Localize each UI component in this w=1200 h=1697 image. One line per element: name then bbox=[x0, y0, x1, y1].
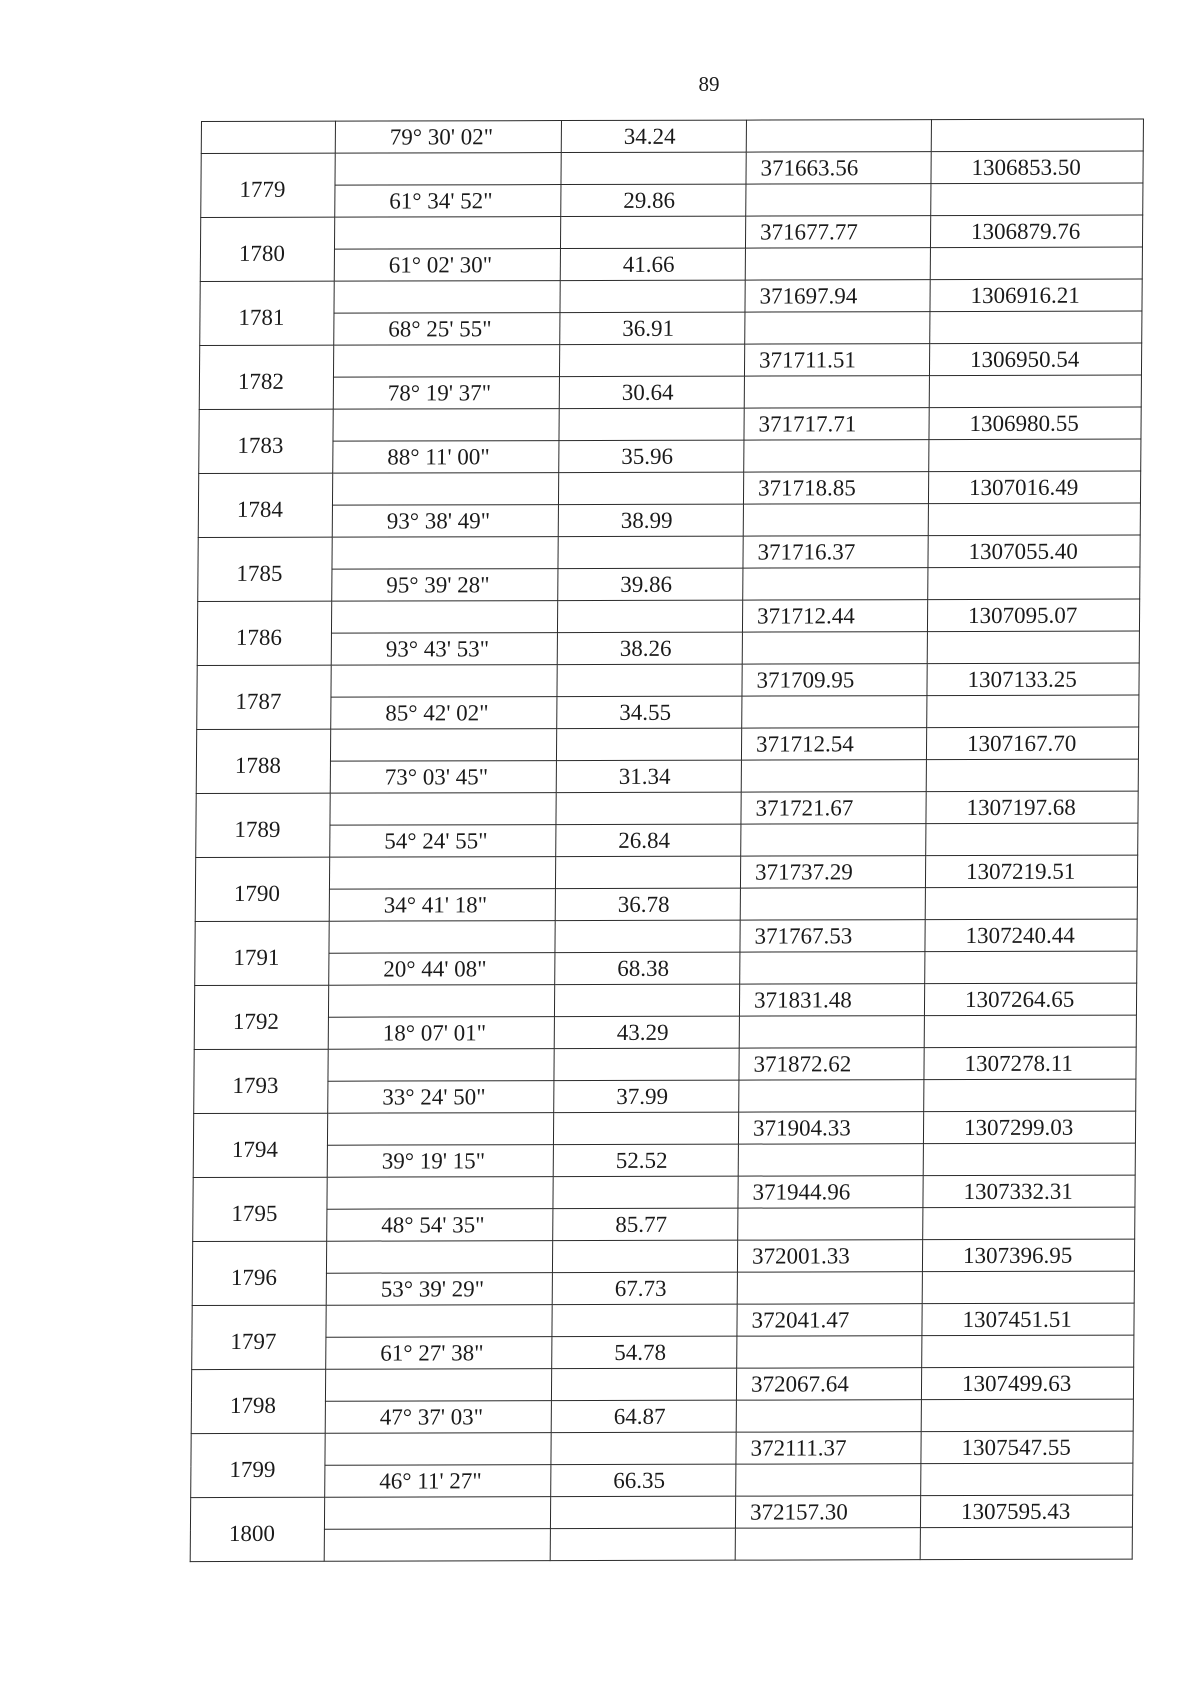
northing-spacer bbox=[737, 1272, 922, 1304]
distance-cell: 37.99 bbox=[554, 1080, 739, 1112]
bearing-spacer bbox=[331, 665, 557, 698]
bearing-cell: 93° 38' 49" bbox=[332, 505, 558, 538]
distance-spacer bbox=[554, 1048, 739, 1080]
station-id: 1799 bbox=[191, 1433, 325, 1497]
easting-spacer bbox=[927, 631, 1139, 664]
easting-spacer bbox=[929, 439, 1141, 472]
station-coordinate-row bbox=[198, 535, 1140, 569]
distance-cell: 38.26 bbox=[557, 632, 742, 664]
easting-value: 1307167.70 bbox=[926, 727, 1138, 760]
northing-value: 372041.47 bbox=[737, 1304, 922, 1336]
distance-cell: 54.78 bbox=[552, 1336, 737, 1368]
bearing-cell: 61° 34' 52" bbox=[335, 185, 561, 218]
traverse-leg-row bbox=[193, 1143, 1135, 1177]
traverse-leg-row bbox=[196, 759, 1138, 793]
easting-spacer bbox=[931, 119, 1143, 152]
northing-value: 371944.96 bbox=[738, 1176, 923, 1208]
bearing-spacer bbox=[329, 857, 555, 890]
traverse-table-body bbox=[190, 119, 1143, 1562]
first-leg-row bbox=[201, 119, 1143, 153]
station-coordinate-row bbox=[192, 1303, 1134, 1337]
bearing-spacer bbox=[326, 1241, 552, 1274]
station-id: 1782 bbox=[199, 345, 333, 409]
northing-spacer bbox=[739, 1016, 924, 1048]
easting-value: 1307396.95 bbox=[922, 1239, 1134, 1272]
distance-spacer bbox=[553, 1176, 738, 1208]
bearing-cell: 20° 44' 08" bbox=[329, 953, 555, 986]
easting-spacer bbox=[928, 503, 1140, 536]
bearing-cell bbox=[324, 1529, 550, 1562]
traverse-leg-row bbox=[192, 1271, 1134, 1305]
northing-spacer bbox=[746, 184, 931, 216]
easting-spacer bbox=[922, 1271, 1134, 1304]
distance-cell: 64.87 bbox=[551, 1400, 736, 1432]
bearing-cell: 47° 37' 03" bbox=[325, 1401, 551, 1434]
bearing-cell: 18° 07' 01" bbox=[328, 1017, 554, 1050]
easting-value: 1306879.76 bbox=[930, 215, 1142, 248]
northing-value: 371721.67 bbox=[741, 792, 926, 824]
station-coordinate-row bbox=[190, 1495, 1132, 1529]
northing-value: 372157.30 bbox=[735, 1496, 920, 1528]
station-coordinate-row bbox=[194, 1047, 1136, 1081]
bearing-spacer bbox=[327, 1113, 553, 1146]
bearing-spacer bbox=[326, 1305, 552, 1338]
easting-spacer bbox=[922, 1335, 1134, 1368]
station-coordinate-row bbox=[197, 663, 1139, 697]
distance-spacer bbox=[551, 1432, 736, 1464]
distance-cell: 34.55 bbox=[557, 696, 742, 728]
easting-value: 1306916.21 bbox=[930, 279, 1142, 312]
bearing-spacer bbox=[325, 1433, 551, 1466]
easting-value: 1307240.44 bbox=[925, 919, 1137, 952]
station-id: 1785 bbox=[198, 537, 332, 601]
distance-cell: 30.64 bbox=[559, 376, 744, 408]
easting-spacer bbox=[921, 1399, 1133, 1432]
northing-value: 371904.33 bbox=[738, 1112, 923, 1144]
traverse-leg-row bbox=[200, 247, 1142, 281]
station-coordinate-row bbox=[194, 983, 1136, 1017]
station-id: 1790 bbox=[195, 857, 329, 921]
northing-value: 371677.77 bbox=[745, 216, 930, 248]
distance-spacer bbox=[551, 1368, 736, 1400]
station-coordinate-row bbox=[201, 151, 1143, 185]
northing-spacer bbox=[741, 760, 926, 792]
traverse-leg-row bbox=[197, 695, 1139, 729]
northing-value: 371718.85 bbox=[743, 472, 928, 504]
bearing-cell: 46° 11' 27" bbox=[325, 1465, 551, 1498]
easting-value: 1307016.49 bbox=[928, 471, 1140, 504]
bearing-spacer bbox=[327, 1177, 553, 1210]
easting-spacer bbox=[925, 951, 1137, 984]
traverse-leg-row bbox=[194, 1079, 1136, 1113]
bearing-spacer bbox=[328, 985, 554, 1018]
distance-spacer bbox=[550, 1496, 735, 1528]
northing-value: 371716.37 bbox=[743, 536, 928, 568]
bearing-cell: 48° 54' 35" bbox=[327, 1209, 553, 1242]
bearing-cell: 79° 30' 02" bbox=[335, 121, 561, 154]
easting-value: 1307055.40 bbox=[928, 535, 1140, 568]
distance-spacer bbox=[556, 792, 741, 824]
station-id: 1789 bbox=[196, 793, 330, 857]
station-id: 1795 bbox=[193, 1177, 327, 1241]
bearing-cell: 61° 27' 38" bbox=[326, 1337, 552, 1370]
station-id: 1787 bbox=[197, 665, 331, 729]
station-id: 1783 bbox=[199, 409, 333, 473]
distance-cell: 85.77 bbox=[553, 1208, 738, 1240]
bearing-spacer bbox=[335, 153, 561, 186]
station-id: 1796 bbox=[192, 1241, 326, 1305]
bearing-cell: 88° 11' 00" bbox=[333, 441, 559, 474]
northing-spacer bbox=[740, 952, 925, 984]
distance-spacer bbox=[552, 1304, 737, 1336]
traverse-leg-row bbox=[198, 567, 1140, 601]
traverse-leg-row bbox=[198, 503, 1140, 537]
easting-spacer bbox=[931, 183, 1143, 216]
page-number: 89 bbox=[698, 72, 720, 96]
bearing-spacer bbox=[333, 409, 559, 442]
northing-spacer bbox=[737, 1336, 922, 1368]
northing-value: 371697.94 bbox=[745, 280, 930, 312]
distance-spacer bbox=[558, 536, 743, 568]
station-coordinate-row bbox=[192, 1239, 1134, 1273]
distance-cell bbox=[550, 1528, 735, 1560]
bearing-spacer bbox=[325, 1369, 551, 1402]
easting-spacer bbox=[930, 311, 1142, 344]
easting-spacer bbox=[927, 695, 1139, 728]
distance-spacer bbox=[558, 472, 743, 504]
northing-spacer bbox=[745, 248, 930, 280]
easting-spacer bbox=[926, 823, 1138, 856]
bearing-cell: 95° 39' 28" bbox=[332, 569, 558, 602]
station-id: 1798 bbox=[191, 1369, 325, 1433]
northing-value: 371831.48 bbox=[739, 984, 924, 1016]
easting-value: 1307197.68 bbox=[926, 791, 1138, 824]
traverse-leg-row bbox=[195, 887, 1137, 921]
station-id: 1791 bbox=[195, 921, 329, 985]
traverse-leg-row bbox=[193, 1207, 1135, 1241]
station-id: 1781 bbox=[200, 281, 334, 345]
northing-spacer bbox=[738, 1144, 923, 1176]
northing-value: 371717.71 bbox=[744, 408, 929, 440]
easting-spacer bbox=[930, 247, 1142, 280]
station-id: 1793 bbox=[194, 1049, 328, 1113]
distance-cell: 39.86 bbox=[558, 568, 743, 600]
bearing-spacer bbox=[328, 1049, 554, 1082]
station-id: 1780 bbox=[200, 217, 334, 281]
northing-value: 371663.56 bbox=[746, 152, 931, 184]
traverse-leg-row bbox=[196, 823, 1138, 857]
traverse-leg-row bbox=[194, 1015, 1136, 1049]
station-coordinate-row bbox=[191, 1367, 1133, 1401]
easting-value: 1307451.51 bbox=[922, 1303, 1134, 1336]
bearing-spacer bbox=[329, 921, 555, 954]
easting-spacer bbox=[929, 375, 1141, 408]
traverse-leg-row bbox=[200, 311, 1142, 345]
northing-value: 371872.62 bbox=[739, 1048, 924, 1080]
bearing-spacer bbox=[332, 537, 558, 570]
distance-spacer bbox=[560, 216, 745, 248]
northing-spacer bbox=[745, 312, 930, 344]
easting-value: 1307264.65 bbox=[924, 983, 1136, 1016]
traverse-leg-row bbox=[199, 439, 1141, 473]
distance-spacer bbox=[557, 664, 742, 696]
bearing-spacer bbox=[334, 281, 560, 314]
easting-value: 1307219.51 bbox=[925, 855, 1137, 888]
easting-value: 1307278.11 bbox=[924, 1047, 1136, 1080]
distance-cell: 68.38 bbox=[555, 952, 740, 984]
distance-spacer bbox=[559, 408, 744, 440]
bearing-cell: 73° 03' 45" bbox=[330, 761, 556, 794]
easting-spacer bbox=[926, 759, 1138, 792]
bearing-cell: 53° 39' 29" bbox=[326, 1273, 552, 1306]
bearing-cell: 39° 19' 15" bbox=[327, 1145, 553, 1178]
northing-value: 371712.44 bbox=[742, 600, 927, 632]
traverse-leg-row bbox=[195, 951, 1137, 985]
distance-cell: 36.78 bbox=[555, 888, 740, 920]
bearing-spacer bbox=[324, 1497, 550, 1530]
traverse-leg-row bbox=[192, 1335, 1134, 1369]
northing-spacer bbox=[741, 824, 926, 856]
station-id: 1794 bbox=[193, 1113, 327, 1177]
station-coordinate-row bbox=[199, 407, 1141, 441]
distance-cell: 66.35 bbox=[551, 1464, 736, 1496]
station-coordinate-row bbox=[193, 1111, 1135, 1145]
easting-spacer bbox=[928, 567, 1140, 600]
traverse-leg-row bbox=[199, 375, 1141, 409]
bearing-spacer bbox=[330, 729, 556, 762]
distance-cell: 34.24 bbox=[561, 120, 746, 152]
northing-spacer bbox=[746, 120, 931, 152]
bearing-spacer bbox=[330, 793, 556, 826]
distance-spacer bbox=[557, 600, 742, 632]
distance-spacer bbox=[555, 856, 740, 888]
traverse-leg-row bbox=[197, 631, 1139, 665]
northing-spacer bbox=[740, 888, 925, 920]
station-coordinate-row bbox=[196, 727, 1138, 761]
traverse-leg-row bbox=[191, 1463, 1133, 1497]
easting-value: 1307095.07 bbox=[927, 599, 1139, 632]
easting-spacer bbox=[923, 1143, 1135, 1176]
distance-cell: 35.96 bbox=[559, 440, 744, 472]
station-coordinate-row bbox=[200, 279, 1142, 313]
station-id: 1788 bbox=[196, 729, 330, 793]
northing-spacer bbox=[743, 504, 928, 536]
northing-spacer bbox=[739, 1080, 924, 1112]
northing-spacer bbox=[744, 376, 929, 408]
station-coordinate-row bbox=[199, 343, 1141, 377]
distance-cell: 43.29 bbox=[554, 1016, 739, 1048]
distance-spacer bbox=[561, 152, 746, 184]
easting-value: 1307547.55 bbox=[921, 1431, 1133, 1464]
bearing-cell: 93° 43' 53" bbox=[331, 633, 557, 666]
northing-spacer bbox=[736, 1400, 921, 1432]
northing-value: 371711.51 bbox=[744, 344, 929, 376]
station-id: 1779 bbox=[201, 153, 335, 217]
distance-cell: 52.52 bbox=[553, 1144, 738, 1176]
northing-value: 372111.37 bbox=[736, 1432, 921, 1464]
station-id: 1792 bbox=[194, 985, 328, 1049]
easting-value: 1307595.43 bbox=[920, 1495, 1132, 1528]
northing-spacer bbox=[744, 440, 929, 472]
distance-spacer bbox=[559, 344, 744, 376]
easting-spacer bbox=[920, 1527, 1132, 1560]
bearing-spacer bbox=[332, 473, 558, 506]
northing-value: 372001.33 bbox=[737, 1240, 922, 1272]
easting-value: 1307133.25 bbox=[927, 663, 1139, 696]
distance-spacer bbox=[555, 920, 740, 952]
station-coordinate-row bbox=[195, 855, 1137, 889]
northing-spacer bbox=[736, 1464, 921, 1496]
bearing-cell: 68° 25' 55" bbox=[334, 313, 560, 346]
northing-value: 371737.29 bbox=[740, 856, 925, 888]
distance-spacer bbox=[552, 1240, 737, 1272]
easting-value: 1307499.63 bbox=[921, 1367, 1133, 1400]
distance-spacer bbox=[554, 984, 739, 1016]
easting-value: 1306853.50 bbox=[931, 151, 1143, 184]
northing-value: 372067.64 bbox=[736, 1368, 921, 1400]
distance-cell: 41.66 bbox=[560, 248, 745, 280]
station-id: 1800 bbox=[190, 1497, 324, 1561]
distance-spacer bbox=[560, 280, 745, 312]
northing-spacer bbox=[735, 1528, 920, 1560]
traverse-table bbox=[190, 119, 1144, 1563]
traverse-leg-row bbox=[190, 1527, 1132, 1561]
distance-spacer bbox=[556, 728, 741, 760]
northing-spacer bbox=[742, 696, 927, 728]
station-coordinate-row bbox=[197, 599, 1139, 633]
distance-cell: 26.84 bbox=[556, 824, 741, 856]
bearing-spacer bbox=[334, 217, 560, 250]
easting-spacer bbox=[921, 1463, 1133, 1496]
easting-spacer bbox=[924, 1079, 1136, 1112]
distance-spacer bbox=[553, 1112, 738, 1144]
distance-cell: 38.99 bbox=[558, 504, 743, 536]
station-coordinate-row bbox=[196, 791, 1138, 825]
bearing-cell: 33° 24' 50" bbox=[328, 1081, 554, 1114]
distance-cell: 67.73 bbox=[552, 1272, 737, 1304]
station-id: 1797 bbox=[192, 1305, 326, 1369]
northing-spacer bbox=[738, 1208, 923, 1240]
easting-spacer bbox=[924, 1015, 1136, 1048]
easting-value: 1306950.54 bbox=[929, 343, 1141, 376]
northing-value: 371709.95 bbox=[742, 664, 927, 696]
bearing-spacer bbox=[333, 345, 559, 378]
station-coordinate-row bbox=[193, 1175, 1135, 1209]
easting-value: 1307332.31 bbox=[923, 1175, 1135, 1208]
easting-spacer bbox=[925, 887, 1137, 920]
station-coordinate-row bbox=[191, 1431, 1133, 1465]
easting-value: 1307299.03 bbox=[923, 1111, 1135, 1144]
bearing-cell: 85° 42' 02" bbox=[331, 697, 557, 730]
northing-value: 371767.53 bbox=[740, 920, 925, 952]
easting-value: 1306980.55 bbox=[929, 407, 1141, 440]
bearing-cell: 54° 24' 55" bbox=[330, 825, 556, 858]
traverse-leg-row bbox=[201, 183, 1143, 217]
station-spacer bbox=[201, 121, 335, 153]
bearing-cell: 34° 41' 18" bbox=[329, 889, 555, 922]
distance-cell: 29.86 bbox=[561, 184, 746, 216]
station-id: 1786 bbox=[197, 601, 331, 665]
easting-spacer bbox=[923, 1207, 1135, 1240]
bearing-spacer bbox=[331, 601, 557, 634]
northing-value: 371712.54 bbox=[741, 728, 926, 760]
bearing-cell: 61° 02' 30" bbox=[334, 249, 560, 282]
bearing-cell: 78° 19' 37" bbox=[333, 377, 559, 410]
station-coordinate-row bbox=[198, 471, 1140, 505]
northing-spacer bbox=[742, 632, 927, 664]
station-coordinate-row bbox=[200, 215, 1142, 249]
traverse-leg-row bbox=[191, 1399, 1133, 1433]
northing-spacer bbox=[743, 568, 928, 600]
station-id: 1784 bbox=[198, 473, 332, 537]
distance-cell: 36.91 bbox=[560, 312, 745, 344]
station-coordinate-row bbox=[195, 919, 1137, 953]
distance-cell: 31.34 bbox=[556, 760, 741, 792]
